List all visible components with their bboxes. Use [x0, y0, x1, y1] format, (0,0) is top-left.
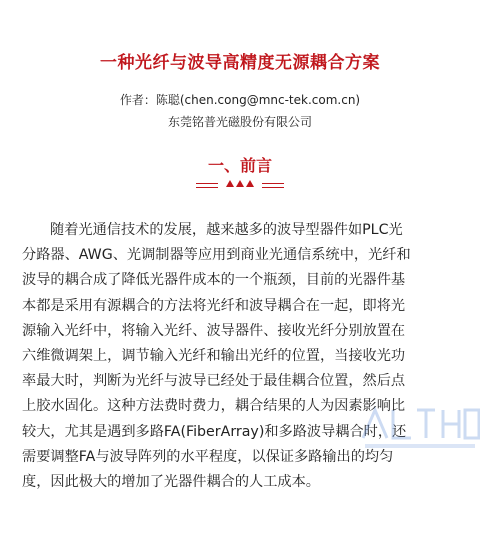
triangle-icon [236, 180, 244, 187]
triangle-icon [226, 180, 234, 187]
triangle-divider-icon [190, 178, 290, 192]
divider-line [262, 187, 284, 188]
document-title: 一种光纤与波导高精度无源耦合方案 [100, 53, 380, 73]
paragraph-line: 需要调整FA与波导阵列的水平程度，以保证多路输出的均匀 [22, 448, 394, 465]
paragraph-line: 随着光通信技术的发展，越来越多的波导型器件如PLC光 [50, 222, 403, 238]
divider-line [262, 183, 284, 184]
company-name: 东莞铭普光磁股份有限公司 [167, 115, 312, 129]
paragraph-line: 率最大时，判断为光纤与波导已经处于最佳耦合位置，然后点 [22, 373, 406, 390]
paragraph-line: 六维微调架上，调节输入光纤和输出光纤的位置，当接收光功 [22, 347, 406, 364]
triangle-icon [246, 180, 254, 187]
section-heading: 一、前言 [207, 156, 272, 175]
author-line: 作者：陈聪(chen.cong@mnc-tek.com.cn) [119, 93, 361, 107]
divider-line [196, 183, 218, 184]
body-paragraph [22, 218, 462, 495]
paragraph-line: 波导的耦合成了降低光器件成本的一个瓶颈，目前的光器件基 [22, 272, 406, 289]
paragraph-line: 度，因此极大的增加了光器件耦合的人工成本。 [22, 473, 320, 490]
paragraph-line: 上胶水固化。这种方法费时费力，耦合结果的人为因素影响比 [22, 398, 406, 415]
paragraph-line: 源输入光纤中，将输入光纤、波导器件、接收光纤分别放置在 [22, 322, 406, 339]
paragraph-line: 分路器、AWG、光调制器等应用到商业光通信系统中，光纤和 [22, 247, 411, 264]
paragraph-line: 较大，尤其是遇到多路FA(FiberArray)和多路波导耦合时，还 [22, 423, 407, 440]
paragraph-line: 本都是采用有源耦合的方法将光纤和波导耦合在一起，即将光 [22, 297, 406, 314]
divider-line [196, 187, 218, 188]
